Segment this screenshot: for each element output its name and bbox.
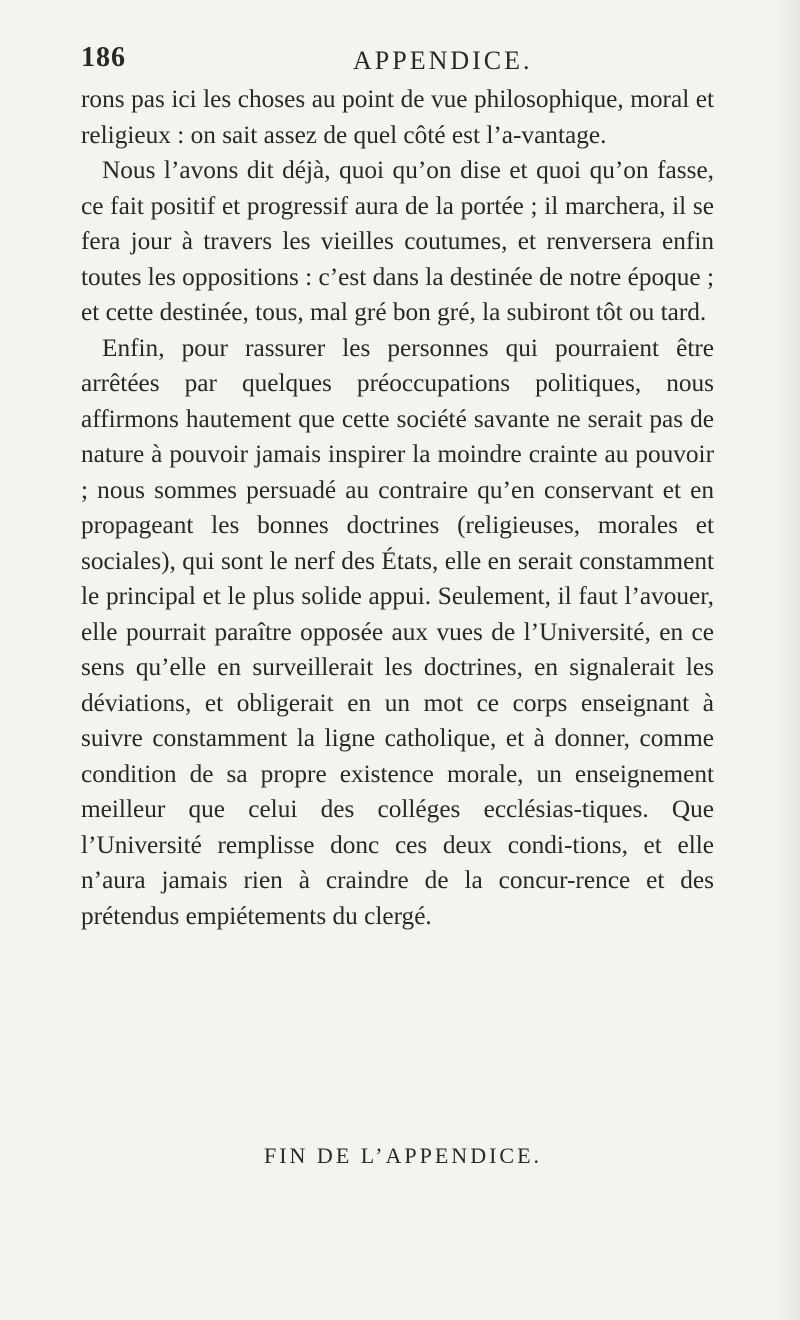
running-head: APPENDICE. (353, 46, 533, 75)
page-number: 186 (81, 42, 126, 73)
paragraph: Nous l’avons dit déjà, quoi qu’on dise et quoi qu’on fasse, ce fait positif et progressif aura de la portée ; il marchera, il se fera jour à travers les vieilles coutumes, et renversera enfin toutes les oppositions : c’est dans la destinée de notre époque ; et cette destinée, tous, mal gré bon gré, la subiront tôt ou tard. (81, 156, 714, 326)
page-edge-shadow (776, 0, 800, 1320)
page-header (81, 42, 721, 82)
paragraph-continuation: rons pas ici les choses au point de vue philosophique, moral et religieux : on sait assez de quel côté est l’a-vantage. (81, 85, 714, 149)
body-text (81, 82, 714, 934)
paragraph: Enfin, pour rassurer les personnes qui pourraient être arrêtées par quelques préoccupations politiques, nous affirmons hautement que cette société savante ne serait pas de nature à pouvoir jamais inspirer la moindre crainte au pouvoir ; nous sommes persuadé au contraire qu’en conservant et en propageant les bonnes doctrines (religieuses, morales et sociales), qui sont le nerf des États, elle en serait constamment le principal et le plus solide appui. Seulement, il faut l’avouer, elle pourrait paraître opposée aux vues de l’Université, en ce sens qu’elle en surveillerait les doctrines, en signalerait les déviations, et obligerait en un mot ce corps enseignant à suivre constamment la ligne catholique, et à donner, comme condition de sa propre existence morale, un enseignement meilleur que celui des colléges ecclésias-tiques. Que l’Université remplisse donc ces deux condi-tions, et elle n’aura jamais rien à craindre de la concur-rence et des prétendus empiétements du clergé. (81, 333, 714, 930)
end-of-appendix: FIN DE L’APPENDICE. (263, 1143, 543, 1168)
